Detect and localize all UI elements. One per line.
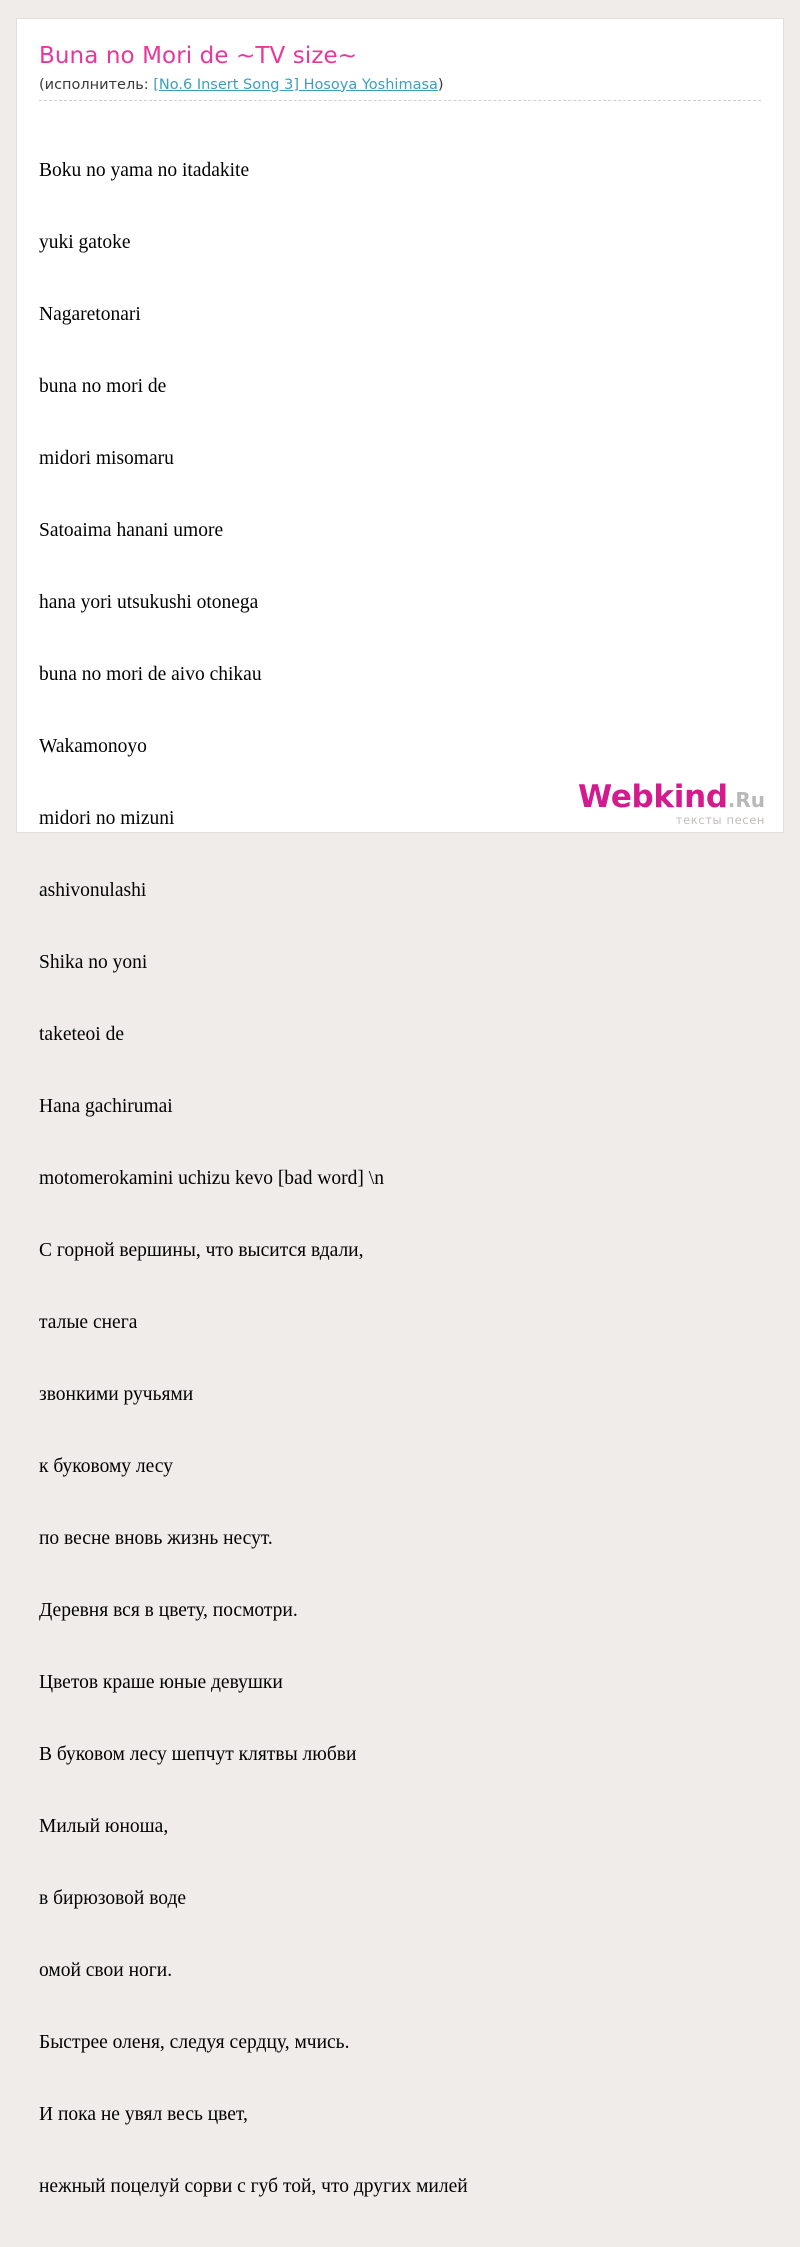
lyric-line: Satoaima hanani umore bbox=[39, 519, 224, 541]
lyric-line: midori misomaru bbox=[39, 447, 174, 469]
lyric-line: taketeoi de bbox=[39, 1023, 124, 1045]
performer-suffix: ) bbox=[437, 76, 444, 93]
lyric-line: Быстрее оленя, следуя сердцу, мчись. bbox=[39, 2031, 350, 2053]
lyric-line: И пока не увял весь цвет, bbox=[39, 2103, 248, 2125]
lyric-line: buna no mori de aivo chikau bbox=[39, 663, 262, 685]
lyric-line: ashivonulashi bbox=[39, 879, 147, 901]
lyric-line: Деревня вся в цвету, посмотри. bbox=[39, 1599, 298, 1621]
site-watermark bbox=[578, 778, 765, 827]
lyric-line: Hana gachirumai bbox=[39, 1095, 173, 1117]
lyric-line: Nagaretonari bbox=[39, 303, 141, 325]
page-title: Buna no Mori de ~TV size~ bbox=[39, 43, 358, 69]
lyric-line: Wakamonoyo bbox=[39, 735, 147, 757]
lyric-line: yuki gatoke bbox=[39, 231, 131, 253]
lyric-line: омой свои ноги. bbox=[39, 1959, 173, 1981]
lyric-line: Shika no yoni bbox=[39, 951, 148, 973]
lyric-line: к буковому лесу bbox=[39, 1455, 173, 1477]
lyrics-sheet bbox=[16, 18, 784, 2197]
performer-link[interactable]: [No.6 Insert Song 3] Hosoya Yoshimasa bbox=[153, 76, 438, 93]
lyric-line: талые снега bbox=[39, 1311, 138, 1333]
lyric-line: motomerokamini uchizu kevo [bad word] \n bbox=[39, 1167, 384, 1189]
performer-prefix: (исполнитель: bbox=[39, 76, 154, 93]
lyric-line: midori no mizuni bbox=[39, 807, 175, 829]
watermark-brand: Webkind bbox=[578, 778, 728, 815]
lyric-line: по весне вновь жизнь несут. bbox=[39, 1527, 273, 1549]
lyric-line: нежный поцелуй сорви с губ той, что других милей bbox=[39, 2175, 468, 2197]
watermark-subtitle: тексты песен bbox=[675, 812, 765, 827]
lyric-line: С горной вершины, что высится вдали, bbox=[39, 1239, 364, 1261]
lyric-line: hana yori utsukushi otonega bbox=[39, 591, 259, 613]
lyric-line: Boku no yama no itadakite bbox=[39, 159, 250, 181]
lyric-line: buna no mori de bbox=[39, 375, 167, 397]
lyric-line: Цветов краше юные девушки bbox=[39, 1671, 283, 1693]
lyric-line: В буковом лесу шепчут клятвы любви bbox=[39, 1743, 357, 1765]
performer-line bbox=[39, 77, 761, 101]
lyric-line: звонкими ручьями bbox=[39, 1383, 194, 1405]
lyric-line: в бирюзовой воде bbox=[39, 1887, 187, 1909]
lyrics-body bbox=[39, 111, 761, 2247]
watermark-domain: .Ru bbox=[727, 787, 765, 812]
lyric-line: Милый юноша, bbox=[39, 1815, 169, 1837]
